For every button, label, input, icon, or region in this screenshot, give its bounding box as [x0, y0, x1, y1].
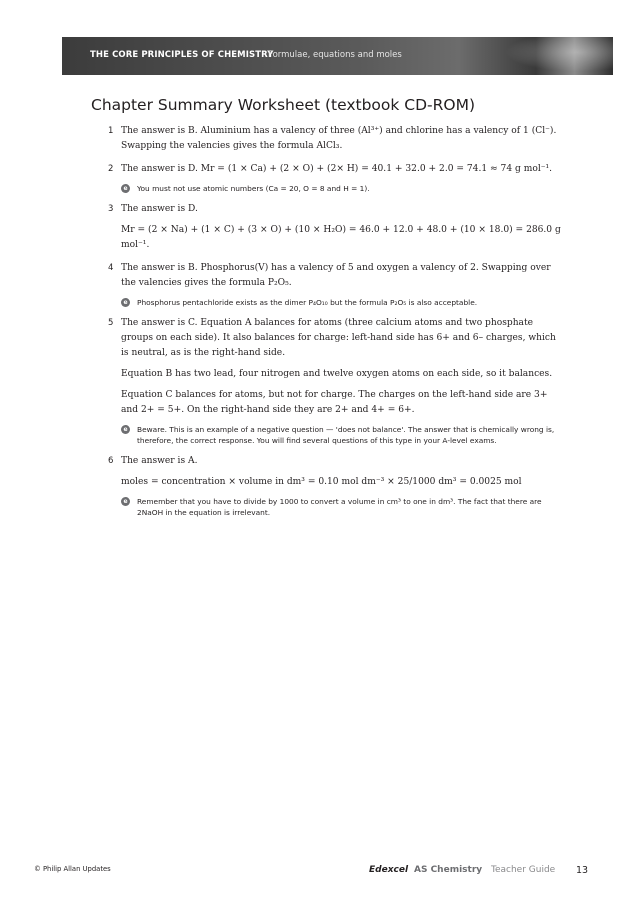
footer-brand: Edexcel — [369, 865, 409, 875]
answer-text: The answer is D. Mr = (1 × Ca) + (2 × O) + (2× H) = 40.1 + 32.0 + 2.0 = 74.1 ≈ 74 g mol⁻¹. — [121, 164, 553, 174]
note-text: Beware. This is an example of a negative question — 'does not balance'. The answer that is chemically wrong is, therefore, the correct response. You will find several questions of this type in your A-level exams. — [137, 425, 555, 445]
note-text: Phosphorus pentachloride exists as the dimer P₄O₁₀ but the formula P₂O₅ is also acceptable. — [137, 298, 478, 307]
answer-text: Equation C balances for atoms, but not for charge. The charges on the left-hand side are 3+ and 2+ = 5+. On the right-hand side they are 2+ and 4+ = 6+. — [121, 390, 548, 415]
answer-number: 5 — [108, 318, 114, 328]
answer-item-3 — [108, 202, 562, 253]
answer-item-6 — [108, 454, 562, 518]
examiner-note — [121, 297, 562, 308]
answer-text: The answer is A. — [121, 456, 198, 466]
answer-number: 3 — [108, 204, 114, 214]
answer-number: 1 — [108, 126, 114, 136]
answer-item-5 — [108, 316, 562, 446]
answer-text: The answer is D. — [121, 204, 198, 214]
exam-tip-icon: e — [121, 425, 130, 434]
answer-text: The answer is C. Equation A balances for atoms (three calcium atoms and two phosphate groups on each side). It also balances for charge: left-hand side has 6+ and 6– charges, which is neutral, as is the right-hand side. — [121, 318, 556, 358]
examiner-note — [121, 183, 562, 194]
answer-item-4 — [108, 261, 562, 308]
answer-item-2 — [108, 162, 562, 194]
answer-number: 2 — [108, 164, 114, 174]
page-number: 13 — [576, 865, 589, 876]
exam-tip-icon: e — [121, 497, 130, 506]
answer-number: 4 — [108, 263, 114, 273]
answer-number: 6 — [108, 456, 114, 466]
answers-list — [108, 124, 562, 526]
header-subtitle: Formulae, equations and moles — [268, 50, 402, 60]
header-title: THE CORE PRINCIPLES OF CHEMISTRY — [90, 50, 274, 60]
answer-item-1 — [108, 124, 562, 154]
banner-decoration — [493, 37, 613, 75]
note-text: Remember that you have to divide by 1000 to convert a volume in cm³ to one in dm³. The fact that there are 2NaOH in the equation is irrelevant. — [137, 497, 542, 517]
footer-copyright: © Philip Allan Updates — [34, 865, 111, 873]
answer-text: The answer is B. Aluminium has a valency of three (Al³⁺) and chlorine has a valency of 1 (Cl⁻). Swapping the valencies gives the formula AlCl₃. — [121, 126, 557, 151]
page-title: Chapter Summary Worksheet (textbook CD-ROM) — [91, 96, 476, 114]
exam-tip-icon: e — [121, 184, 130, 193]
header-banner — [62, 37, 613, 75]
exam-tip-icon: e — [121, 298, 130, 307]
answer-text: moles = concentration × volume in dm³ = 0.10 mol dm⁻³ × 25/1000 dm³ = 0.0025 mol — [121, 477, 522, 487]
footer-guide: Teacher Guide — [491, 865, 556, 875]
examiner-note — [121, 424, 562, 446]
note-text: You must not use atomic numbers (Ca = 20, O = 8 and H = 1). — [137, 184, 370, 193]
answer-text: The answer is B. Phosphorus(V) has a valency of 5 and oxygen a valency of 2. Swapping over the valencies gives the formula P₂O₅. — [121, 263, 551, 288]
answer-text: Equation B has two lead, four nitrogen and twelve oxygen atoms on each side, so it balances. — [121, 369, 553, 379]
examiner-note — [121, 496, 562, 518]
footer-course: AS Chemistry — [414, 865, 483, 875]
answer-text: Mr = (2 × Na) + (1 × C) + (3 × O) + (10 × H₂O) = 46.0 + 12.0 + 48.0 + (10 × 18.0) = 286.0 g mol⁻¹. — [121, 225, 561, 250]
